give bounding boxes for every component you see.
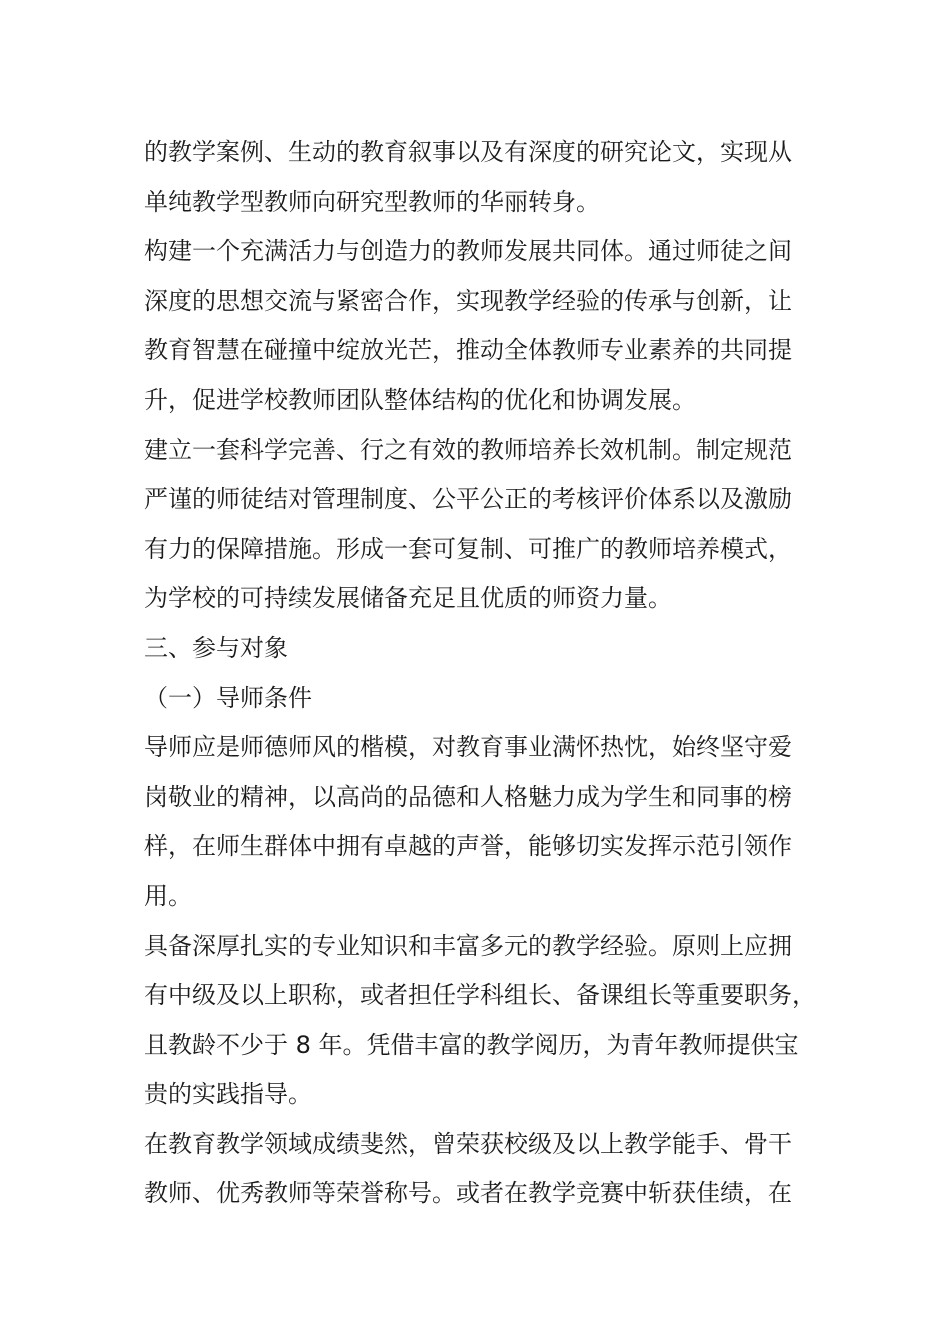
text-line: 严谨的师徒结对管理制度、公平公正的考核评价体系以及激励 xyxy=(144,485,792,514)
section-heading: 三、参与对象 xyxy=(144,633,288,662)
subsection-heading: （一）导师条件 xyxy=(144,683,312,712)
text-line: 构建一个充满活力与创造力的教师发展共同体。通过师徒之间 xyxy=(144,237,792,266)
text-line: 有中级及以上职称，或者担任学科组长、备课组长等重要职务， xyxy=(144,981,816,1010)
text-line: 为学校的可持续发展储备充足且优质的师资力量。 xyxy=(144,584,672,613)
text-line: 教师、优秀教师等荣誉称号。或者在教学竞赛中斩获佳绩，在 xyxy=(144,1179,792,1208)
text-line: 岗敬业的精神，以高尚的品德和人格魅力成为学生和同事的榜 xyxy=(144,782,792,811)
text-line: 深度的思想交流与紧密合作，实现教学经验的传承与创新，让 xyxy=(144,286,792,315)
text-line: 贵的实践指导。 xyxy=(144,1080,312,1109)
text-line: 在教育教学领域成绩斐然，曾荣获校级及以上教学能手、骨干 xyxy=(144,1129,792,1158)
text-line: 具备深厚扎实的专业知识和丰富多元的教学经验。原则上应拥 xyxy=(144,931,792,960)
text-line: 单纯教学型教师向研究型教师的华丽转身。 xyxy=(144,187,600,216)
text-line: 升，促进学校教师团队整体结构的优化和协调发展。 xyxy=(144,385,696,414)
text-line: 有力的保障措施。形成一套可复制、可推广的教师培养模式， xyxy=(144,534,792,563)
text-line: 教育智慧在碰撞中绽放光芒，推动全体教师专业素养的共同提 xyxy=(144,336,792,365)
text-line: 导师应是师德师风的楷模，对教育事业满怀热忱，始终坚守爱 xyxy=(144,733,792,762)
text-line: 用。 xyxy=(144,881,192,910)
document-body xyxy=(144,128,844,1219)
text-line: 的教学案例、生动的教育叙事以及有深度的研究论文，实现从 xyxy=(144,138,792,166)
text-line: 建立一套科学完善、行之有效的教师培养长效机制。制定规范 xyxy=(144,435,792,464)
text-line: 样，在师生群体中拥有卓越的声誉，能够切实发挥示范引领作 xyxy=(144,832,792,861)
text-line: 且教龄不少于 8 年。凭借丰富的教学阅历，为青年教师提供宝 xyxy=(144,1030,799,1059)
